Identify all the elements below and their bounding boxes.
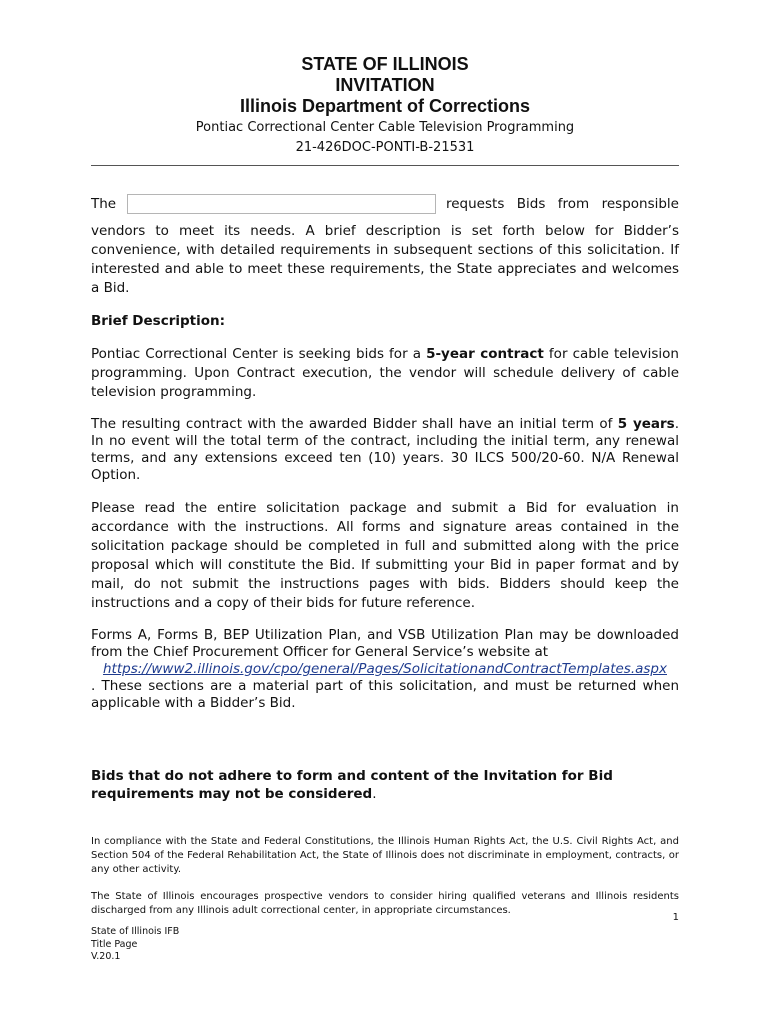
brief-description-heading: Brief Description: <box>91 313 226 329</box>
bid-notice-bold: Bids that do not adhere to form and content of the Invitation for Bid requirements may not be considered <box>91 768 613 802</box>
initial-term-bold: 5 years <box>617 416 675 432</box>
invitation-heading: INVITATION <box>335 75 435 95</box>
forms-text: Forms A, Forms B, BEP Utilization Plan, and VSB Utilization Plan may be downloaded from the Chief Procurement Officer for General Service’s website at <box>91 627 679 660</box>
templates-link[interactable]: https://www2.illinois.gov/cpo/general/Pages/SolicitationandContractTemplates.aspx <box>102 661 667 677</box>
bid-notice-period: . <box>372 786 377 802</box>
brief-p2-text: The resulting contract with the awarded Bidder shall have an initial term of <box>91 416 618 432</box>
contract-length-bold: 5-year contract <box>426 346 544 362</box>
brief-paragraph-2 <box>91 416 679 484</box>
footer-line-2: Title Page <box>91 938 138 950</box>
brief-paragraph-1 <box>91 345 679 402</box>
solicitation-title: Pontiac Correctional Center Cable Television Programming <box>195 120 575 135</box>
footer-line-1: State of Illinois IFB <box>91 926 180 937</box>
state-heading: STATE OF ILLINOIS <box>301 54 469 74</box>
footer-line-3: V.20.1 <box>91 951 121 962</box>
title-block <box>91 54 679 157</box>
brief-paragraph-3: Please read the entire solicitation package and submit a Bid for evaluation in accordance with the instructions. All forms and signature areas contained in the solicitation package should be completed in full and submitted along with the price proposal which will constitute the Bid. If submitting your Bid in paper format and by mail, do not submit the instructions pages with bids. Bidders should keep the instructions and a copy of their bids for future reference. <box>91 500 679 611</box>
agency-name-field[interactable] <box>127 194 436 214</box>
intro-paragraph: vendors to meet its needs. A brief description is set forth below for Bidder’s convenience, with detailed requirements in subsequent sections of this solicitation. If interested and able to meet these requirements, the State appreciates and welcomes a Bid. <box>91 223 679 296</box>
intro-row <box>91 194 679 214</box>
intro-the: The <box>91 196 117 212</box>
brief-p1-text-end: for cable television programming. Upon Contract execution, the vendor will schedule delivery of cable television programming. <box>91 346 679 400</box>
page-number: 1 <box>672 912 679 923</box>
header-divider <box>91 165 679 166</box>
forms-text-end: . These sections are a material part of this solicitation, and must be returned when applicable with a Bidder’s Bid. <box>91 678 679 711</box>
solicitation-reference: 21-426DOC-PONTI-B-21531 <box>295 140 475 155</box>
brief-paragraph-4 <box>91 627 679 712</box>
department-heading: Illinois Department of Corrections <box>239 96 531 116</box>
document-page <box>91 54 679 918</box>
footer <box>91 926 179 964</box>
bid-notice <box>91 767 679 803</box>
compliance-paragraph-2: The State of Illinois encourages prospective vendors to consider hiring qualified veterans and Illinois residents discharged from any Illinois adult correctional center, in appropriate circumstances. <box>91 891 679 916</box>
compliance-paragraph-1: In compliance with the State and Federal Constitutions, the Illinois Human Rights Act, the U.S. Civil Rights Act, and Section 504 of the Federal Rehabilitation Act, the State of Illinois does not discriminate in employment, contracts, or any other activity. <box>91 836 679 875</box>
intro-after-field: requests Bids from responsible <box>446 196 679 212</box>
brief-p2-text-end: . In no event will the total term of the contract, including the initial term, any renewal terms, and any extensions exceed ten (10) years. 30 ILCS 500/20-60. N/A Renewal Option. <box>91 416 679 483</box>
brief-p1-text: Pontiac Correctional Center is seeking bids for a <box>91 346 427 362</box>
